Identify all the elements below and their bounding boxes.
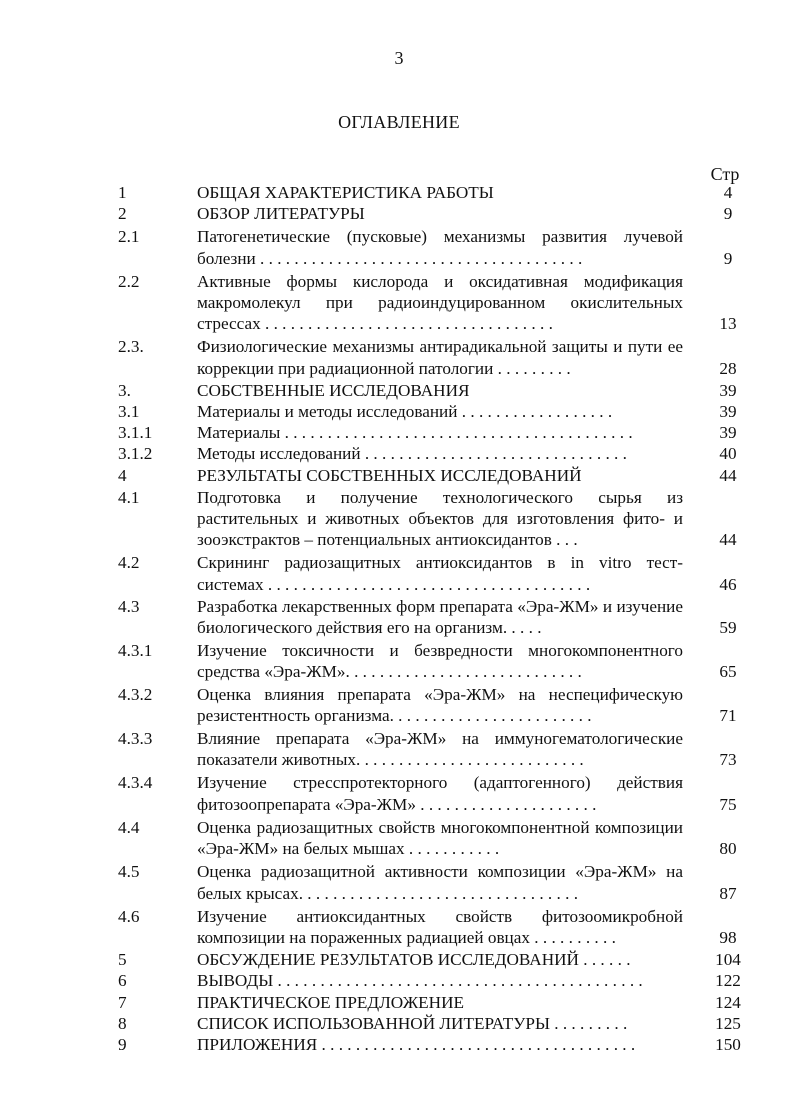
toc-entry — [118, 906, 758, 948]
toc-entry — [118, 465, 758, 486]
toc-entry-number: 4.6 — [118, 906, 140, 926]
toc-entry — [118, 861, 758, 903]
toc-entry-number: 9 — [118, 1034, 127, 1054]
toc-entry — [118, 1013, 758, 1034]
toc-entry-number: 7 — [118, 992, 127, 1012]
toc-entry-number: 4.3 — [118, 596, 140, 616]
toc-entry-title: Изучение токсичности и безвредности многокомпонентного средства «Эра-ЖМ». . . . . . . . . . . . . . . . . . . . . . . . . . . . — [197, 641, 683, 682]
toc-entry-page: 28 — [719, 358, 737, 378]
toc-entry-title: Активные формы кислорода и оксидативная модификация макромолекул при радиоиндуцированном окислительных стрессах . . . . . . . . . . . . . . . . . . . . . . . . . . . . . . . . . . — [197, 271, 683, 334]
toc-entry-page: 39 — [719, 423, 737, 443]
toc-entry — [118, 817, 758, 859]
toc-entry — [118, 684, 758, 726]
toc-entry — [118, 380, 758, 401]
toc-entry-page: 4 — [723, 183, 733, 202]
toc-entry-number: 4.1 — [118, 487, 140, 507]
toc-entry-number: 8 — [118, 1013, 127, 1033]
toc-entry-title: Изучение антиоксидантных свойств фитозоомикробной композиции на пораженных радиацией овцах . . . . . . . . . . — [197, 906, 683, 947]
toc-entry-page: 75 — [719, 794, 737, 814]
toc-entry-number: 6 — [118, 971, 127, 991]
toc-entry-page: 39 — [719, 402, 737, 422]
toc-title: ОГЛАВЛЕНИЕ — [338, 112, 460, 132]
toc-entry — [118, 203, 758, 224]
toc-entry-title: ПРАКТИЧЕСКОЕ ПРЕДЛОЖЕНИЕ — [197, 992, 464, 1012]
toc-entry — [118, 226, 758, 268]
toc-entry — [118, 401, 758, 422]
toc-entry — [118, 182, 758, 203]
toc-entry-number: 4.3.4 — [118, 773, 153, 793]
toc-entry-title: ПРИЛОЖЕНИЯ . . . . . . . . . . . . . . . . . . . . . . . . . . . . . . . . . . . . . — [197, 1034, 636, 1054]
toc-entry-page: 98 — [719, 927, 737, 947]
toc-entry-number: 2.1 — [118, 227, 140, 247]
toc-entry — [118, 949, 758, 970]
toc-entry — [118, 728, 758, 770]
toc-entry-page: 71 — [719, 705, 737, 725]
toc-entry-title: Патогенетические (пусковые) механизмы развития лучевой болезни . . . . . . . . . . . . . . . . . . . . . . . . . . . . . . . . . . . . . . — [197, 227, 683, 268]
toc-entry-number: 3.1.1 — [118, 423, 153, 443]
toc-entry-title: Материалы и методы исследований . . . . . . . . . . . . . . . . . . — [197, 402, 613, 422]
toc-entry-number: 4.2 — [118, 553, 140, 573]
toc-entry-title: Физиологические механизмы антирадикальной защиты и пути ее коррекции при радиационной патологии . . . . . . . . . — [197, 337, 683, 378]
toc-entry-number: 4 — [118, 465, 127, 485]
toc-entry-number: 2.3. — [118, 337, 144, 357]
toc-entry-page: 9 — [723, 248, 733, 268]
toc-entry-title: Оценка радиозащитных свойств многокомпонентной композиции «Эра-ЖМ» на белых мышах . . . . . . . . . . . — [197, 817, 683, 859]
toc-entry-page: 65 — [719, 662, 737, 682]
toc-entry-page: 104 — [715, 950, 741, 970]
toc-entry-title: Подготовка и получение технологического сырья из растительных и животных объектов для изготовления фито- и зооэкстрактов – потенциальных антиоксидантов . . . — [197, 487, 683, 550]
toc-entry-page: 46 — [719, 574, 737, 594]
toc-entry-number: 2 — [118, 204, 127, 224]
toc-entry-title: Разработка лекарственных форм препарата «Эра-ЖМ» и изучение биологического действия его на организм. . . . . — [197, 596, 683, 638]
toc-entry-number: 4.5 — [118, 862, 140, 882]
toc-entry-page: 124 — [715, 992, 741, 1012]
toc-entry — [118, 640, 758, 682]
toc-entry-title: СОБСТВЕННЫЕ ИССЛЕДОВАНИЯ — [197, 380, 470, 400]
toc-entry-page: 44 — [719, 465, 737, 485]
toc-entry — [118, 336, 758, 378]
toc-entry-page: 87 — [719, 883, 737, 903]
toc-entry-number: 3. — [118, 380, 131, 400]
toc-entry-title: ВЫВОДЫ . . . . . . . . . . . . . . . . . . . . . . . . . . . . . . . . . . . . . . . . . . . — [197, 971, 643, 991]
toc-entry-page: 125 — [715, 1013, 741, 1033]
toc-entry-title: Изучение стресспротекторного (адаптогенного) действия фитозоопрепарата «Эра-ЖМ» . . . . . . . . . . . . . . . . . . . . . — [197, 773, 683, 814]
toc-entry-number: 5 — [118, 950, 127, 970]
toc-entry-title: СПИСОК ИСПОЛЬЗОВАННОЙ ЛИТЕРАТУРЫ . . . . . . . . . — [197, 1013, 628, 1033]
toc-entry — [118, 992, 758, 1013]
toc-entry — [118, 1034, 758, 1055]
toc-entry-title: ОБЗОР ЛИТЕРАТУРЫ — [197, 204, 365, 224]
toc-entry-page: 80 — [719, 839, 737, 859]
toc-entry-title: Материалы . . . . . . . . . . . . . . . . . . . . . . . . . . . . . . . . . . . . . . . . . — [197, 423, 633, 443]
toc-entry-page: 59 — [719, 618, 737, 638]
toc-entry-title: Оценка радиозащитной активности композиции «Эра-ЖМ» на белых крысах. . . . . . . . . . . . . . . . . . . . . . . . . . . . . . . . . — [197, 862, 683, 903]
toc-entry — [118, 271, 758, 335]
toc-entry — [118, 970, 758, 991]
toc-entry-page: 44 — [719, 530, 737, 550]
toc-entry-title: Влияние препарата «Эра-ЖМ» на иммуногематологические показатели животных. . . . . . . . . . . . . . . . . . . . . . . . . . . — [197, 729, 683, 770]
toc-entry — [118, 443, 758, 464]
toc-entry-page: 122 — [715, 971, 741, 991]
toc-entry-page: 40 — [719, 444, 737, 464]
toc-entry-page: 39 — [719, 380, 737, 400]
toc-entry-number: 4.3.1 — [118, 641, 153, 661]
table-of-contents — [118, 182, 758, 1055]
toc-entry-page: 150 — [715, 1034, 741, 1054]
toc-entry-number: 4.3.3 — [118, 729, 153, 749]
toc-entry — [118, 487, 758, 551]
toc-entry-title: ОБЩАЯ ХАРАКТЕРИСТИКА РАБОТЫ — [197, 183, 494, 202]
toc-entry-number: 3.1.2 — [118, 444, 153, 464]
page-column-label: Стр — [710, 164, 740, 184]
toc-entry-page: 13 — [719, 314, 737, 334]
toc-entry-number: 3.1 — [118, 402, 140, 422]
toc-entry-page: 73 — [719, 750, 737, 770]
toc-entry-number: 4.4 — [118, 817, 140, 837]
toc-entry — [118, 552, 758, 594]
toc-entry-number: 4.3.2 — [118, 684, 153, 704]
toc-entry — [118, 422, 758, 443]
toc-entry — [118, 772, 758, 814]
toc-entry-number: 2.2 — [118, 271, 140, 291]
toc-entry-number: 1 — [118, 183, 127, 202]
toc-entry-title: Оценка влияния препарата «Эра-ЖМ» на неспецифическую резистентность организма. . . . . . . . . . . . . . . . . . . . . . . . — [197, 684, 683, 725]
toc-entry-title: РЕЗУЛЬТАТЫ СОБСТВЕННЫХ ИССЛЕДОВАНИЙ — [197, 465, 582, 485]
toc-entry-title: ОБСУЖДЕНИЕ РЕЗУЛЬТАТОВ ИССЛЕДОВАНИЙ . . . . . . — [197, 950, 631, 970]
toc-entry-title: Скрининг радиозащитных антиоксидантов в in vitro тест-системах . . . . . . . . . . . . . . . . . . . . . . . . . . . . . . . . . . . . . . — [197, 553, 683, 594]
page-number: 3 — [394, 48, 404, 68]
toc-entry-page: 9 — [723, 204, 733, 224]
toc-entry — [118, 596, 758, 638]
toc-entry-title: Методы исследований . . . . . . . . . . . . . . . . . . . . . . . . . . . . . . . — [197, 444, 627, 464]
